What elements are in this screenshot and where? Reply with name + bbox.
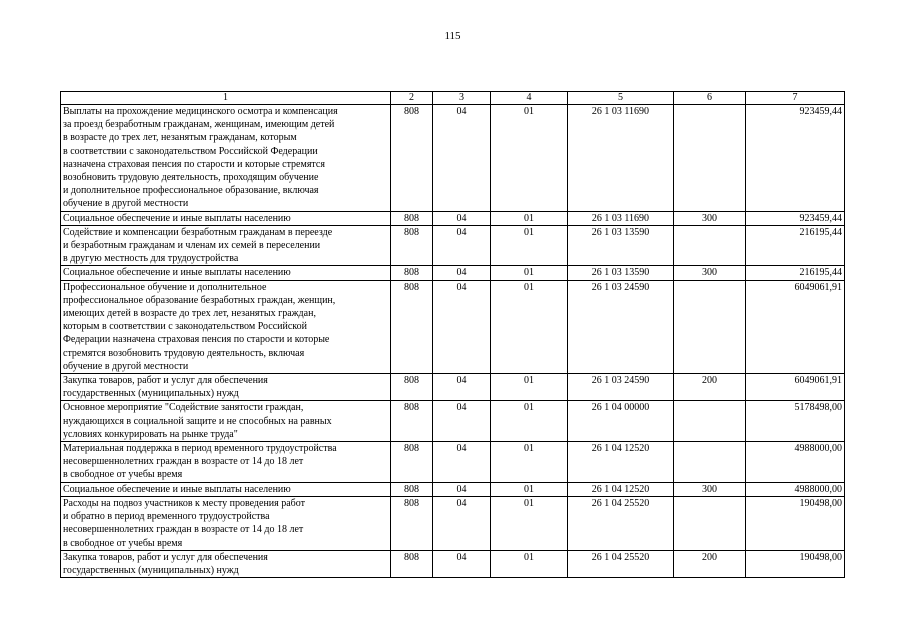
row-name: Закупка товаров, работ и услуг для обеспечения государственных (муниципальных) нужд (61, 550, 391, 577)
row-name: Основное мероприятие "Содействие занятости граждан, нуждающихся в социальной защите и не способных на равных условиях конкурировать на рынке труда" (61, 401, 391, 442)
row-amount: 4988000,00 (746, 482, 845, 496)
row-name: Социальное обеспечение и иные выплаты населению (61, 211, 391, 225)
row-subsection: 01 (491, 266, 568, 280)
row-target-article: 26 1 04 25520 (568, 496, 674, 550)
row-name: Содействие и компенсации безработным гражданам в переезде и безработным гражданам и членам их семей в переселении в другую местность для трудоустройства (61, 225, 391, 266)
table-row (61, 211, 845, 225)
row-ministry-code: 808 (391, 496, 433, 550)
row-amount: 190498,00 (746, 496, 845, 550)
table-row (61, 482, 845, 496)
row-target-article: 26 1 03 11690 (568, 211, 674, 225)
row-ministry-code: 808 (391, 105, 433, 212)
row-ministry-code: 808 (391, 225, 433, 266)
row-section: 04 (433, 374, 491, 401)
row-section: 04 (433, 401, 491, 442)
row-target-article: 26 1 04 12520 (568, 442, 674, 483)
row-subsection: 01 (491, 211, 568, 225)
row-name: Материальная поддержка в период временного трудоустройства несовершеннолетних граждан в возрасте от 14 до 18 лет в свободное от учебы время (61, 442, 391, 483)
row-amount: 4988000,00 (746, 442, 845, 483)
row-amount: 5178498,00 (746, 401, 845, 442)
row-target-article: 26 1 03 11690 (568, 105, 674, 212)
row-name: Выплаты на прохождение медицинского осмотра и компенсация за проезд безработным гражданам, женщинам, имеющим детей в возрасте до трех лет, незанятым гражданам, которым в соответствии с законодательством Российской Федерации назначена страховая пенсия по старости и которые стремятся возобновить трудовую деятельность, проходящим обучение и дополнительное профессиональное образование, включая обучение в другой местности (61, 105, 391, 212)
row-subsection: 01 (491, 550, 568, 577)
row-subsection: 01 (491, 105, 568, 212)
row-expense-type: 300 (674, 266, 746, 280)
row-section: 04 (433, 105, 491, 212)
row-name: Социальное обеспечение и иные выплаты населению (61, 266, 391, 280)
row-ministry-code: 808 (391, 374, 433, 401)
row-amount: 216195,44 (746, 225, 845, 266)
row-subsection: 01 (491, 442, 568, 483)
table-row (61, 374, 845, 401)
row-section: 04 (433, 280, 491, 373)
table-row (61, 266, 845, 280)
row-ministry-code: 808 (391, 442, 433, 483)
row-section: 04 (433, 550, 491, 577)
page-number: 115 (444, 30, 461, 42)
row-name: Закупка товаров, работ и услуг для обеспечения государственных (муниципальных) нужд (61, 374, 391, 401)
row-name: Расходы на подвоз участников к месту проведения работ и обратно в период временного трудоустройства несовершеннолетних граждан в возрасте от 14 до 18 лет в свободное от учебы время (61, 496, 391, 550)
row-expense-type (674, 280, 746, 373)
row-amount: 923459,44 (746, 211, 845, 225)
row-section: 04 (433, 225, 491, 266)
row-expense-type: 300 (674, 211, 746, 225)
table-row (61, 225, 845, 266)
row-expense-type: 200 (674, 550, 746, 577)
row-subsection: 01 (491, 482, 568, 496)
row-subsection: 01 (491, 401, 568, 442)
row-expense-type (674, 105, 746, 212)
row-subsection: 01 (491, 225, 568, 266)
column-header: 2 (391, 92, 433, 105)
row-section: 04 (433, 442, 491, 483)
table-row (61, 105, 845, 212)
row-subsection: 01 (491, 496, 568, 550)
row-ministry-code: 808 (391, 211, 433, 225)
column-header: 5 (568, 92, 674, 105)
table-row (61, 280, 845, 373)
row-ministry-code: 808 (391, 280, 433, 373)
row-ministry-code: 808 (391, 401, 433, 442)
row-target-article: 26 1 04 12520 (568, 482, 674, 496)
row-section: 04 (433, 496, 491, 550)
row-amount: 6049061,91 (746, 374, 845, 401)
column-header: 3 (433, 92, 491, 105)
row-section: 04 (433, 211, 491, 225)
row-expense-type (674, 442, 746, 483)
row-amount: 923459,44 (746, 105, 845, 212)
row-expense-type (674, 496, 746, 550)
row-amount: 216195,44 (746, 266, 845, 280)
row-ministry-code: 808 (391, 482, 433, 496)
row-expense-type: 300 (674, 482, 746, 496)
row-section: 04 (433, 266, 491, 280)
row-subsection: 01 (491, 280, 568, 373)
budget-table (60, 91, 845, 578)
row-expense-type: 200 (674, 374, 746, 401)
row-section: 04 (433, 482, 491, 496)
row-target-article: 26 1 03 24590 (568, 280, 674, 373)
column-header: 1 (61, 92, 391, 105)
header-row (61, 92, 845, 105)
row-target-article: 26 1 04 00000 (568, 401, 674, 442)
row-target-article: 26 1 03 13590 (568, 225, 674, 266)
row-expense-type (674, 225, 746, 266)
column-header: 6 (674, 92, 746, 105)
row-amount: 190498,00 (746, 550, 845, 577)
table-row (61, 550, 845, 577)
row-target-article: 26 1 03 13590 (568, 266, 674, 280)
row-name: Социальное обеспечение и иные выплаты населению (61, 482, 391, 496)
table-row (61, 496, 845, 550)
row-ministry-code: 808 (391, 266, 433, 280)
row-amount: 6049061,91 (746, 280, 845, 373)
column-header: 7 (746, 92, 845, 105)
column-header: 4 (491, 92, 568, 105)
table-row (61, 442, 845, 483)
row-subsection: 01 (491, 374, 568, 401)
row-ministry-code: 808 (391, 550, 433, 577)
row-target-article: 26 1 03 24590 (568, 374, 674, 401)
row-expense-type (674, 401, 746, 442)
row-name: Профессиональное обучение и дополнительное профессиональное образование безработных граждан, женщин, имеющих детей в возрасте до трех лет, незанятых граждан, которым в соответствии с законодательством Российской Федерации назначена страховая пенсия по старости и которые стремятся возобновить трудовую деятельность, включая обучение в другой местности (61, 280, 391, 373)
table-row (61, 401, 845, 442)
row-target-article: 26 1 04 25520 (568, 550, 674, 577)
